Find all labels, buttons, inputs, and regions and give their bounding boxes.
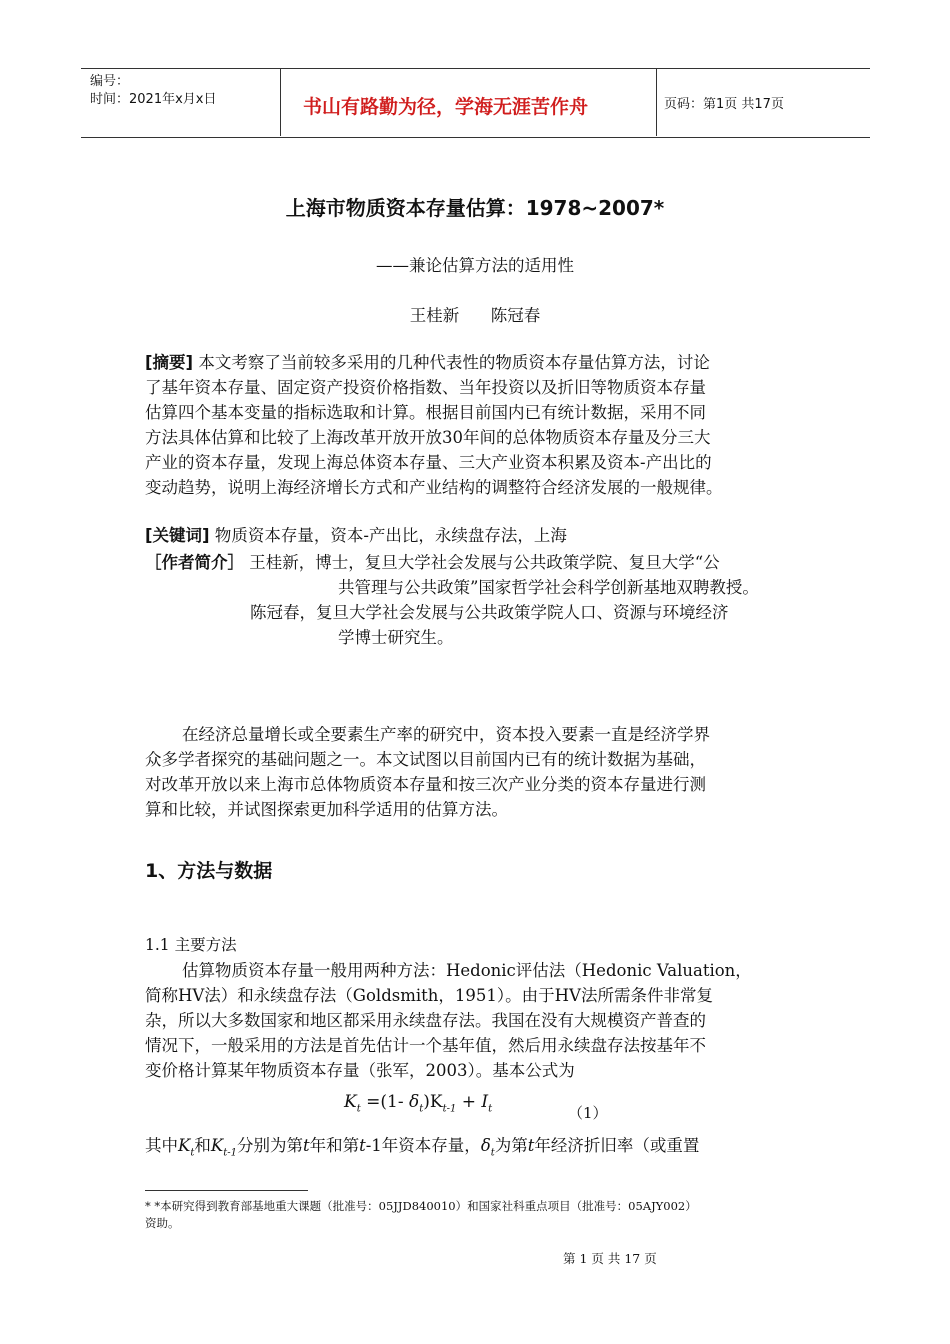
keywords-label: [关键词] xyxy=(145,526,210,545)
eq-var: K xyxy=(344,1092,357,1112)
text: K xyxy=(178,1136,191,1155)
header-page-info: 页码：第1页 共17页 xyxy=(664,97,784,112)
paragraph-line: 在经济总量增长或全要素生产率的研究中，资本投入要素一直是经济学界 xyxy=(182,725,710,744)
text: 年和第 xyxy=(309,1136,360,1155)
section-heading: 1、方法与数据 xyxy=(145,860,273,882)
equation xyxy=(344,1092,492,1114)
text: 和 xyxy=(194,1136,211,1155)
text: t xyxy=(490,1147,495,1159)
keywords-text: 物质资本存量，资本-产出比，永续盘存法，上海 xyxy=(214,526,567,545)
authors: 王桂新 陈冠春 xyxy=(409,306,541,325)
text: 其中 xyxy=(145,1136,178,1155)
author-intro-line: 王桂新，博士，复旦大学社会发展与公共政策学院、复旦大学“公 xyxy=(249,553,720,572)
equation-number: （1） xyxy=(568,1104,608,1122)
eq-op: )K xyxy=(423,1092,443,1112)
text: t-1 xyxy=(223,1147,237,1159)
page-footer: 第 1 页 共 17 页 xyxy=(563,1251,657,1266)
abstract-line: 了基年资本存量、固定资产投资价格指数、当年投资以及折旧等物质资本存量 xyxy=(145,378,706,397)
abstract-line: 本文考察了当前较多采用的几种代表性的物质资本存量估算方法，讨论 xyxy=(198,353,710,372)
text: K xyxy=(210,1136,224,1155)
abstract-line: 产业的资本存量，发现上海总体资本存量、三大产业资本积累及资本-产出比的 xyxy=(145,453,712,472)
header-time-label: 时间：2021年x月x日 xyxy=(90,92,217,107)
text: -1年资本存量， xyxy=(365,1136,481,1155)
text: t xyxy=(359,1136,366,1155)
paragraph-line: 情况下，一般采用的方法是首先估计一个基年值，然后用永续盘存法按基年不 xyxy=(145,1036,706,1055)
eq-sub: t xyxy=(356,1103,361,1115)
text: t xyxy=(190,1147,195,1159)
page-title: 上海市物质资本存量估算：1978~2007* xyxy=(285,196,665,220)
intro-paragraph xyxy=(145,722,710,822)
eq-sub: t xyxy=(488,1103,493,1115)
eq-sub: t-1 xyxy=(442,1103,457,1115)
paragraph-line: 变价格计算某年物质资本存量（张军，2003）。基本公式为 xyxy=(145,1061,575,1080)
footnote-line: * *本研究得到教育部基地重大课题（批准号：05JJD840010）和国家社科重点项目（批准号：05AJY002） xyxy=(145,1199,697,1213)
author-intro xyxy=(145,550,720,575)
header-divider xyxy=(656,68,657,136)
eq-op: + I xyxy=(461,1092,489,1112)
paragraph-line: 算和比较，并试图探索更加科学适用的估算方法。 xyxy=(145,800,508,819)
text: δ xyxy=(480,1136,491,1155)
author-intro-line: 共管理与公共政策”国家哲学社会科学创新基地双聘教授。 xyxy=(338,578,759,597)
author-intro-line: 陈冠春，复旦大学社会发展与公共政策学院人口、资源与环境经济 xyxy=(250,603,729,622)
abstract-line: 方法具体估算和比较了上海改革开放开放30年间的总体物质资本存量及分三大 xyxy=(145,428,711,447)
header-divider xyxy=(280,68,281,136)
paragraph-line xyxy=(145,1133,699,1165)
author-intro-line: 学博士研究生。 xyxy=(338,628,454,647)
abstract-line: 估算四个基本变量的指标选取和计算。根据目前国内已有统计数据，采用不同 xyxy=(145,403,706,422)
keywords xyxy=(145,523,567,548)
abstract xyxy=(145,350,825,500)
text: t xyxy=(527,1136,535,1155)
paragraph-line: 估算物质资本存量一般用两种方法：Hedonic评估法（Hedonic Valuation， xyxy=(182,961,752,980)
paragraph-line: 简称HV法）和永续盘存法（Goldsmith，1951）。由于HV法所需条件非常复 xyxy=(145,986,713,1005)
header-number-label: 编号： xyxy=(90,74,130,89)
eq-sub: t xyxy=(419,1103,424,1115)
text: t xyxy=(302,1136,310,1155)
text: 分别为第 xyxy=(236,1136,303,1155)
paragraph-line: 众多学者探究的基础问题之一。本文试图以目前国内已有的统计数据为基础， xyxy=(145,750,706,769)
eq-var: δ xyxy=(408,1092,420,1112)
footnote-rule xyxy=(145,1190,308,1191)
author-intro-label: ［作者简介］ xyxy=(145,553,244,572)
header-slogan: 书山有路勤为径，学海无涯苦作舟 xyxy=(303,96,589,118)
text: 年经济折旧率（或重置 xyxy=(534,1136,700,1155)
paragraph-line: 杂，所以大多数国家和地区都采用永续盘存法。我国在没有大规模资产普查的 xyxy=(145,1011,706,1030)
paragraph-line: 对改革开放以来上海市总体物质资本存量和按三次产业分类的资本存量进行测 xyxy=(145,775,706,794)
text: 为第 xyxy=(494,1136,528,1155)
page-subtitle: ——兼论估算方法的适用性 xyxy=(376,256,574,275)
abstract-line: 变动趋势，说明上海经济增长方式和产业结构的调整符合经济发展的一般规律。 xyxy=(145,478,723,497)
method-paragraph xyxy=(145,958,752,1083)
footnote xyxy=(145,1198,697,1232)
footnote-line: 资助。 xyxy=(145,1216,180,1230)
subsection-heading: 1.1 主要方法 xyxy=(145,936,237,954)
abstract-label: [摘要] xyxy=(145,353,194,372)
eq-op: =(1- xyxy=(366,1092,404,1112)
